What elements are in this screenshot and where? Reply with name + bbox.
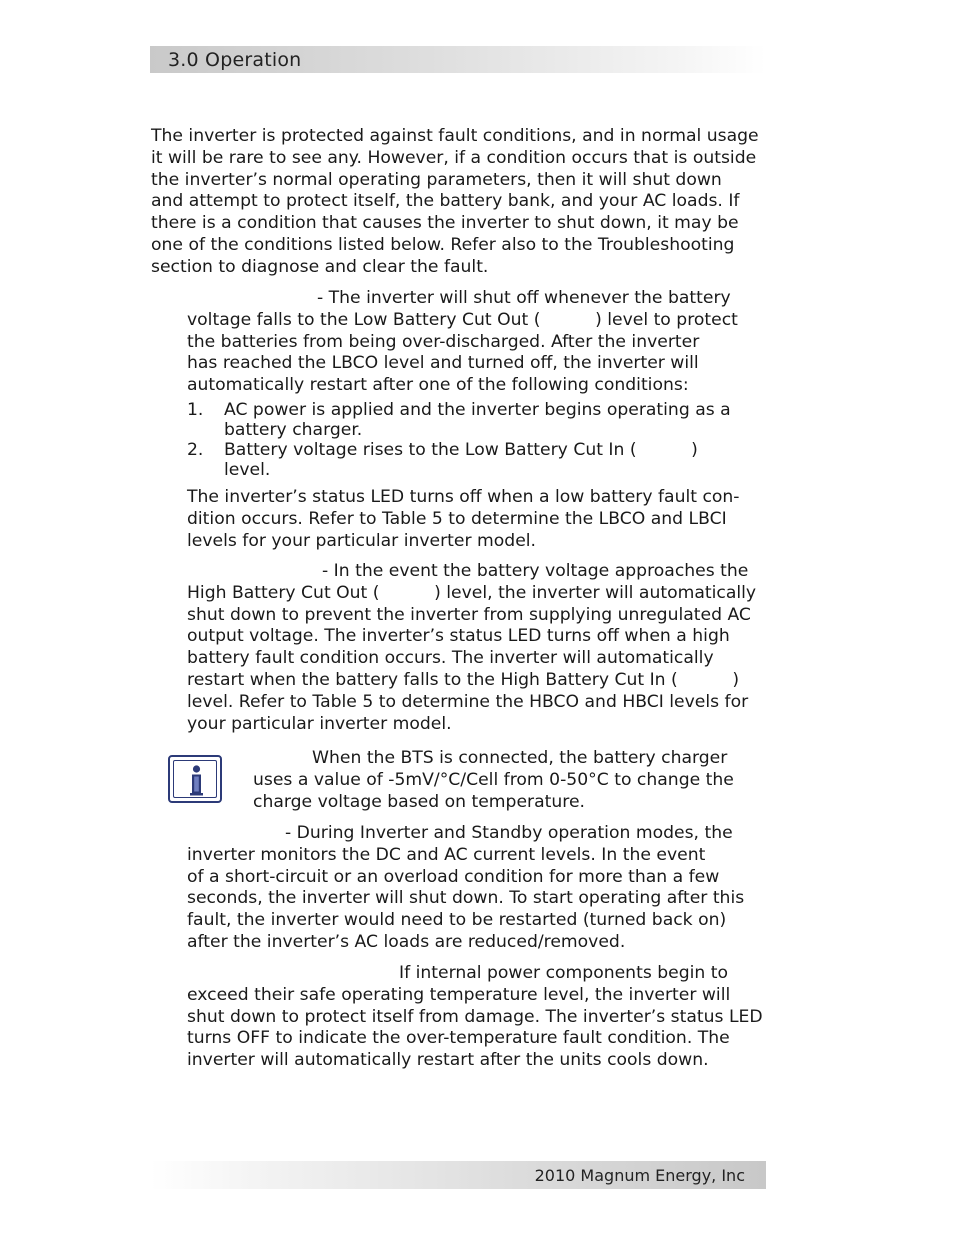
overload-paragraph <box>187 823 766 954</box>
list-text <box>224 440 766 480</box>
text-line: AC power is applied and the inverter begins operating as a <box>224 400 731 420</box>
text-line: seconds, the inverter will shut down. To start operating after this <box>187 888 745 909</box>
text-line: automatically restart after one of the following conditions: <box>187 375 689 396</box>
text-line: turns OFF to indicate the over-temperature fault condition. The <box>187 1028 730 1049</box>
text-line: has reached the LBCO level and turned off, the inverter will <box>187 353 699 374</box>
footer-copyright: 2010 Magnum Energy, Inc <box>534 1166 745 1185</box>
info-icon-frame <box>173 760 217 798</box>
info-icon <box>168 755 222 803</box>
over-temperature-paragraph <box>187 963 766 1072</box>
text-line: of a short-circuit or an overload condition for more than a few <box>187 866 720 887</box>
text-line: Battery voltage rises to the Low Battery Cut In ( ) <box>224 440 698 460</box>
text-line: there is a condition that causes the inverter to shut down, it may be <box>151 213 739 234</box>
text-line: shut down to prevent the inverter from supplying unregulated AC <box>187 604 751 625</box>
intro-paragraph <box>151 126 766 279</box>
text-line: When the BTS is connected, the battery charger <box>312 748 728 768</box>
text-line: level. <box>224 460 271 480</box>
text-line: shut down to protect itself from damage. The inverter’s status LED <box>187 1006 763 1027</box>
high-battery-paragraph <box>187 561 766 735</box>
text-line: High Battery Cut Out ( ) level, the inverter will automatically <box>187 582 757 603</box>
text-line: the inverter’s normal operating parameters, then it will shut down <box>151 169 722 190</box>
text-line: restart when the battery falls to the High Battery Cut In ( ) <box>187 669 740 690</box>
text-line: exceed their safe operating temperature level, the inverter will <box>187 984 731 1005</box>
text-line: The inverter is protected against fault conditions, and in normal usage <box>151 126 759 146</box>
text-line: The inverter’s status LED turns off when a low battery fault con- <box>187 487 740 507</box>
text-line: - The inverter will shut off whenever the battery <box>317 288 731 308</box>
text-line: battery fault condition occurs. The inverter will automatically <box>187 648 714 669</box>
text-line: charge voltage based on temperature. <box>253 791 585 812</box>
text-line: one of the conditions listed below. Refer also to the Troubleshooting <box>151 234 735 255</box>
section-header-bar <box>150 46 766 73</box>
low-battery-paragraph <box>187 288 766 397</box>
text-line: If internal power components begin to <box>399 963 729 983</box>
text-line: dition occurs. Refer to Table 5 to determine the LBCO and LBCI <box>187 508 727 529</box>
text-line: inverter will automatically restart after the units cools down. <box>187 1050 709 1071</box>
text-line: and attempt to protect itself, the battery bank, and your AC loads. If <box>151 191 740 212</box>
section-title: 3.0 Operation <box>168 49 302 71</box>
text-line: levels for your particular inverter model. <box>187 530 537 551</box>
text-line: the batteries from being over-discharged. After the inverter <box>187 331 700 352</box>
low-battery-note <box>187 487 766 552</box>
text-line: inverter monitors the DC and AC current levels. In the event <box>187 844 706 865</box>
text-line: - In the event the battery voltage approaches the <box>322 561 749 581</box>
text-line: output voltage. The inverter’s status LED turns off when a high <box>187 626 730 647</box>
text-line: it will be rare to see any. However, if a condition occurs that is outside <box>151 147 757 168</box>
text-line: after the inverter’s AC loads are reduced/removed. <box>187 931 626 952</box>
page-footer-bar <box>150 1161 766 1189</box>
list-item <box>187 440 766 480</box>
text-line: uses a value of -5mV/°C/Cell from 0-50°C to change the <box>253 769 734 790</box>
text-line last-line: section to diagnose and clear the fault. <box>151 256 489 277</box>
info-glyph <box>174 761 219 800</box>
text-line: level. Refer to Table 5 to determine the HBCO and HBCI levels for <box>187 691 749 712</box>
list-text <box>224 400 766 440</box>
text-line: voltage falls to the Low Battery Cut Out ( ) level to protect <box>187 309 738 330</box>
list-item <box>187 400 766 440</box>
text-line: - During Inverter and Standby operation modes, the <box>285 823 733 843</box>
text-line: battery charger. <box>224 420 363 440</box>
info-note-text <box>253 748 760 813</box>
text-line: your particular inverter model. <box>187 713 452 734</box>
text-line: fault, the inverter would need to be restarted (turned back on) <box>187 910 727 931</box>
list-number: 2. <box>187 440 204 460</box>
list-number: 1. <box>187 400 204 420</box>
